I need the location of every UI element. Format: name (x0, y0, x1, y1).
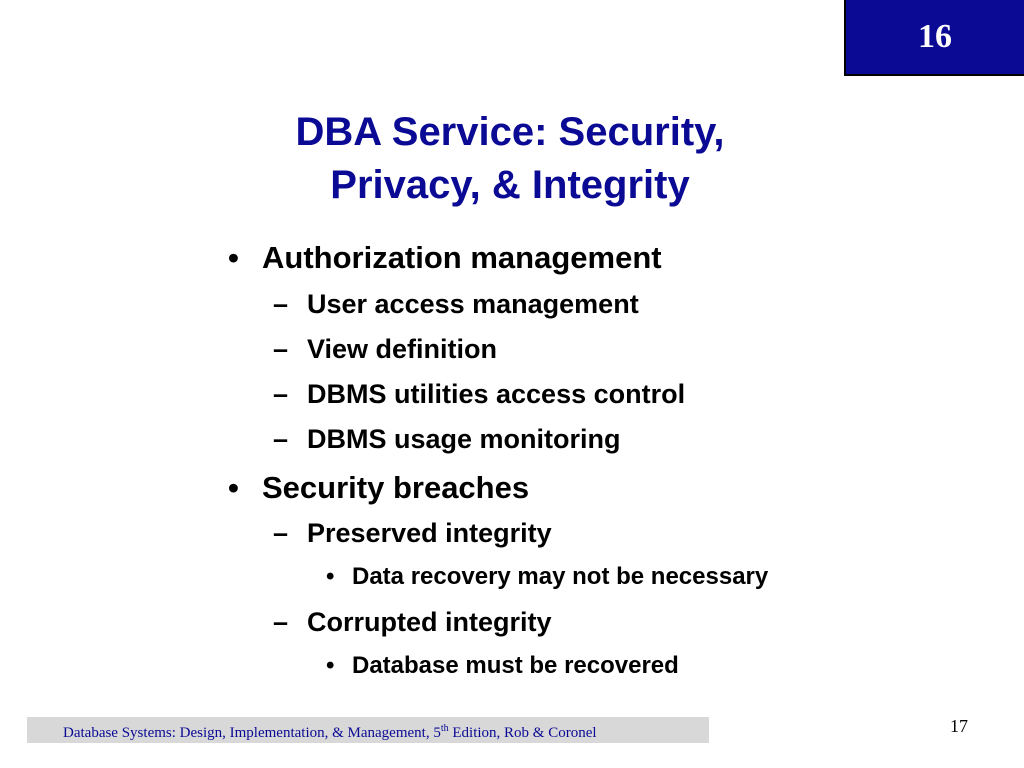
list-item-text: Corrupted integrity (307, 607, 552, 637)
list-item (326, 563, 769, 591)
list-item (228, 470, 529, 506)
dash-marker: – (273, 424, 289, 454)
list-item (326, 652, 679, 680)
bullet-marker: • (228, 240, 239, 275)
dash-marker: – (273, 518, 289, 548)
list-item (228, 240, 662, 276)
dash-marker: – (273, 607, 289, 637)
list-item (273, 379, 685, 410)
dash-marker: – (273, 379, 289, 409)
dash-marker: – (273, 289, 289, 319)
list-item (273, 424, 621, 455)
list-item-text: DBMS utilities access control (307, 379, 686, 409)
footer-superscript: th (440, 723, 449, 734)
title-line-2: Privacy, & Integrity (330, 163, 690, 207)
list-item (273, 289, 639, 320)
list-item-text: DBMS usage monitoring (307, 424, 621, 454)
bullet-marker: • (228, 470, 239, 505)
bullet-marker: • (326, 563, 335, 590)
list-item-text: Preserved integrity (307, 518, 552, 548)
list-item (273, 518, 552, 549)
footer-text-end: Edition, Rob & Coronel (448, 725, 597, 741)
list-item (273, 334, 497, 365)
list-item (273, 607, 552, 638)
list-item-text: Authorization management (262, 240, 662, 275)
title-line-1: DBA Service: Security, (295, 110, 725, 154)
list-item-text: Database must be recovered (352, 652, 679, 679)
footer-text: Database Systems: Design, Implementation, & Management, 5 (63, 725, 441, 741)
list-item-text: View definition (307, 334, 498, 364)
list-item-text: User access management (307, 289, 639, 319)
list-item-text: Data recovery may not be necessary (352, 563, 769, 590)
list-item-text: Security breaches (262, 470, 530, 505)
footer-citation (27, 717, 709, 743)
dash-marker: – (273, 334, 289, 364)
page-number: 17 (950, 716, 968, 736)
chapter-number: 16 (918, 18, 952, 55)
bullet-marker: • (326, 652, 335, 679)
